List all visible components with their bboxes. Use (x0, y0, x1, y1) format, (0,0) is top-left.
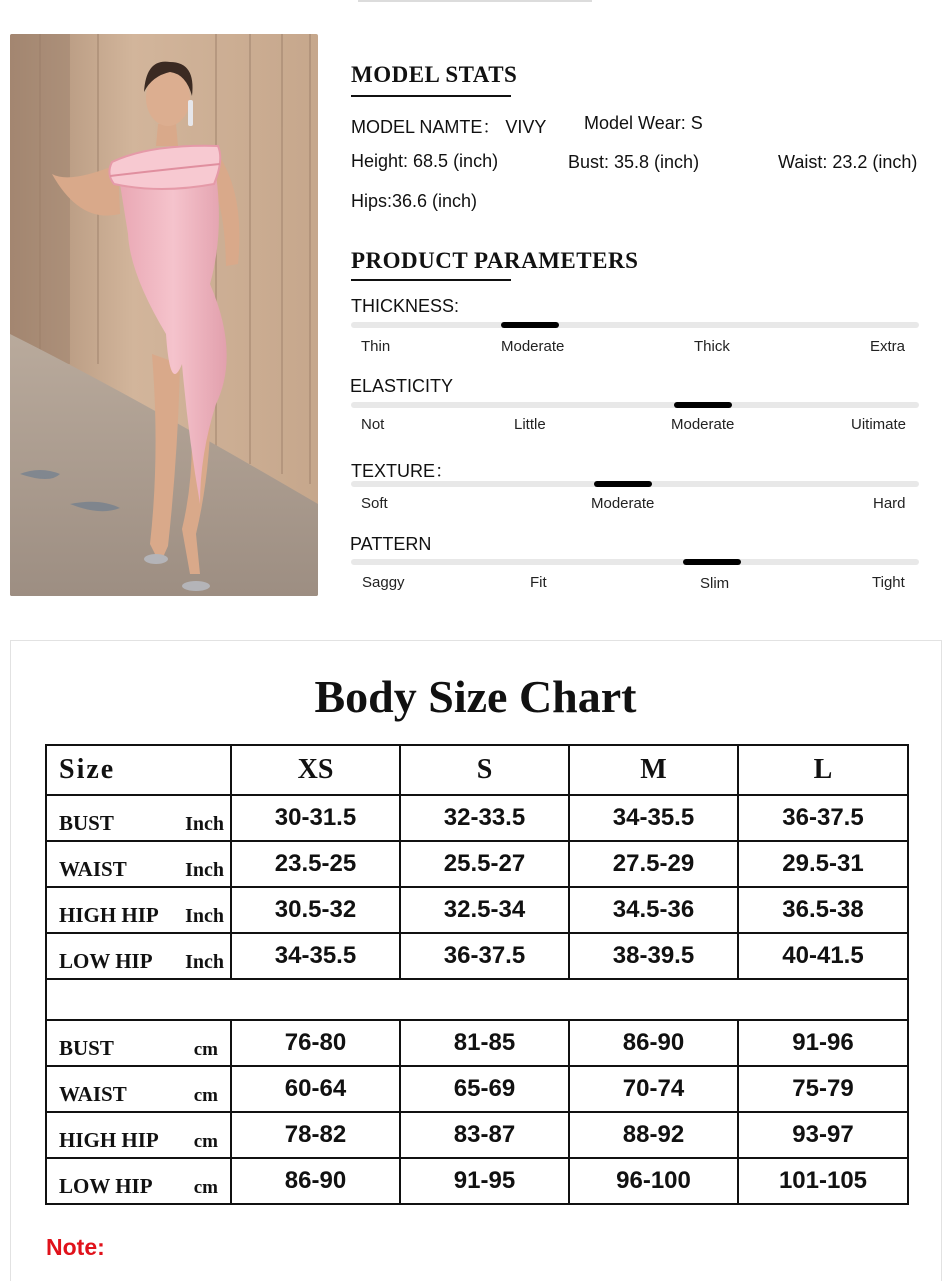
table-row (46, 841, 908, 887)
pattern-option-saggy: Saggy (362, 574, 405, 591)
table-cell: 32.5-34 (400, 887, 569, 933)
elasticity-scale (351, 402, 919, 408)
size-header-m: M (569, 745, 738, 795)
thickness-option-thick: Thick (694, 338, 730, 355)
elasticity-marker (674, 402, 732, 408)
size-header-label: Size (46, 745, 231, 795)
thickness-title: THICKNESS: (351, 296, 460, 316)
table-cell: 36-37.5 (738, 795, 908, 841)
table-cell: 86-90 (569, 1020, 738, 1066)
table-cell: 91-96 (738, 1020, 908, 1066)
row-label-cell (46, 1112, 231, 1158)
thickness-scale (351, 322, 919, 328)
size-header-row (46, 745, 908, 795)
row-label: BUST (59, 811, 114, 835)
elasticity-title: ELASTICITY (350, 376, 454, 396)
row-label-cell (46, 1020, 231, 1066)
elasticity-option-moderate: Moderate (671, 416, 735, 433)
row-label: BUST (59, 1036, 114, 1060)
table-row (46, 1066, 908, 1112)
row-label-cell (46, 887, 231, 933)
table-cell: 23.5-25 (231, 841, 400, 887)
table-cell: 93-97 (738, 1112, 908, 1158)
table-cell: 88-92 (569, 1112, 738, 1158)
table-cell: 30.5-32 (231, 887, 400, 933)
texture-option-moderate: Moderate (591, 495, 655, 512)
texture-option-soft: Soft (361, 495, 388, 512)
texture-marker (594, 481, 652, 487)
elasticity-option-uitimate: Uitimate (851, 416, 907, 433)
pattern-option-slim: Slim (700, 575, 730, 592)
texture-scale (351, 481, 919, 487)
thickness-option-extra: Extra (870, 338, 906, 355)
row-label-cell (46, 795, 231, 841)
table-cell: 34-35.5 (231, 933, 400, 979)
table-cell: 70-74 (569, 1066, 738, 1112)
table-cell: 34-35.5 (569, 795, 738, 841)
texture-title: TEXTURE： (351, 461, 454, 481)
model-hips: Hips:36.6 (inch) (351, 191, 478, 211)
model-stats-underline (351, 95, 511, 97)
table-cell: 36-37.5 (400, 933, 569, 979)
row-unit: cm (193, 1177, 218, 1198)
model-stats-heading: MODEL STATS (351, 62, 518, 87)
table-cell: 86-90 (231, 1158, 400, 1204)
table-row (46, 1020, 908, 1066)
pattern-scale (351, 559, 919, 565)
table-cell: 40-41.5 (738, 933, 908, 979)
row-unit: cm (193, 1131, 218, 1152)
row-unit: Inch (185, 905, 224, 927)
note-label: Note: (46, 1234, 105, 1260)
row-label-cell (46, 1158, 231, 1204)
table-row (46, 887, 908, 933)
table-cell: 60-64 (231, 1066, 400, 1112)
table-cell: 75-79 (738, 1066, 908, 1112)
table-cell: 78-82 (231, 1112, 400, 1158)
table-cell: 27.5-29 (569, 841, 738, 887)
table-cell: 81-85 (400, 1020, 569, 1066)
table-row (46, 1112, 908, 1158)
table-cell: 25.5-27 (400, 841, 569, 887)
table-cell: 30-31.5 (231, 795, 400, 841)
model-name: MODEL NAMTE： VIVY (351, 117, 547, 137)
texture-option-hard: Hard (873, 495, 906, 512)
table-row (46, 1158, 908, 1204)
table-cell: 29.5-31 (738, 841, 908, 887)
product-parameters-underline (351, 279, 511, 281)
table-cell: 38-39.5 (569, 933, 738, 979)
row-label-cell (46, 841, 231, 887)
size-chart-title: Body Size Chart (314, 671, 637, 722)
model-bust: Bust: 35.8 (inch) (568, 152, 700, 172)
model-photo (10, 34, 318, 596)
size-chart-table (45, 744, 909, 1205)
row-label: HIGH HIP (59, 1128, 159, 1152)
table-cell: 91-95 (400, 1158, 569, 1204)
table-row (46, 933, 908, 979)
product-parameters-heading: PRODUCT PARAMETERS (351, 248, 639, 273)
table-row (46, 795, 908, 841)
table-cell: 34.5-36 (569, 887, 738, 933)
thickness-marker (501, 322, 559, 328)
pattern-option-tight: Tight (872, 574, 905, 591)
size-header-l: L (738, 745, 908, 795)
spacer-cell (46, 979, 908, 1020)
model-height: Height: 68.5 (inch) (351, 151, 499, 171)
table-cell: 83-87 (400, 1112, 569, 1158)
row-label: HIGH HIP (59, 903, 159, 927)
table-cell: 36.5-38 (738, 887, 908, 933)
row-unit: Inch (185, 951, 224, 973)
thickness-option-moderate: Moderate (501, 338, 565, 355)
row-label: WAIST (59, 857, 127, 881)
row-unit: Inch (185, 813, 224, 835)
row-label: LOW HIP (59, 949, 153, 973)
thickness-option-thin: Thin (361, 338, 391, 355)
row-unit: cm (193, 1085, 218, 1106)
model-wear: Model Wear: S (584, 113, 703, 133)
pattern-title: PATTERN (350, 534, 432, 554)
table-cell: 65-69 (400, 1066, 569, 1112)
table-cell: 32-33.5 (400, 795, 569, 841)
table-cell: 76-80 (231, 1020, 400, 1066)
size-header-s: S (400, 745, 569, 795)
row-label-cell (46, 1066, 231, 1112)
pattern-option-fit: Fit (530, 574, 547, 591)
row-label-cell (46, 933, 231, 979)
table-spacer-row (46, 979, 908, 1020)
model-waist: Waist: 23.2 (inch) (778, 152, 918, 172)
row-label: WAIST (59, 1082, 127, 1106)
size-header-xs: XS (231, 745, 400, 795)
table-cell: 96-100 (569, 1158, 738, 1204)
elasticity-option-little: Little (514, 416, 546, 433)
pattern-marker (683, 559, 741, 565)
row-label: LOW HIP (59, 1174, 153, 1198)
top-divider (358, 0, 592, 2)
row-unit: cm (193, 1039, 218, 1060)
row-unit: Inch (185, 859, 224, 881)
elasticity-option-not: Not (361, 416, 385, 433)
table-cell: 101-105 (738, 1158, 908, 1204)
